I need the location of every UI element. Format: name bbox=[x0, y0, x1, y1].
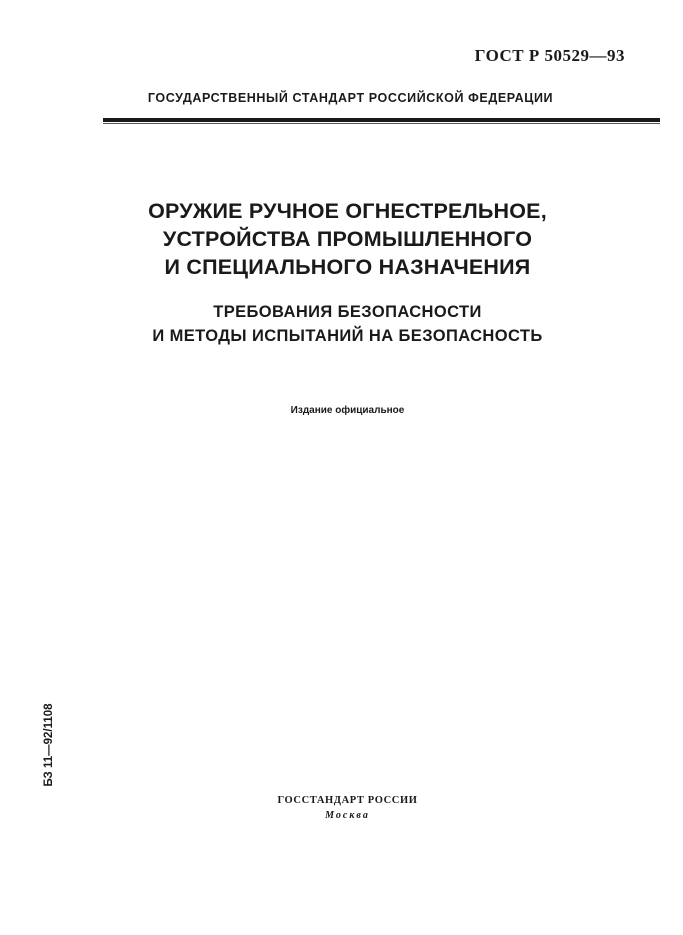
header-rule-thin bbox=[103, 123, 660, 124]
publisher-name: ГОССТАНДАРТ РОССИИ bbox=[277, 795, 418, 806]
edition-note: Издание официальное bbox=[290, 405, 405, 416]
title-line: ОРУЖИЕ РУЧНОЕ ОГНЕСТРЕЛЬНОЕ, bbox=[148, 199, 547, 223]
subtitle-line: И МЕТОДЫ ИСПЫТАНИЙ НА БЕЗОПАСНОСТЬ bbox=[152, 327, 543, 345]
document-title bbox=[0, 197, 683, 281]
subtitle-line: ТРЕБОВАНИЯ БЕЗОПАСНОСТИ bbox=[213, 303, 482, 321]
standard-designation: ГОСТ Р 50529—93 bbox=[474, 46, 625, 65]
title-line: УСТРОЙСТВА ПРОМЫШЛЕННОГО bbox=[162, 227, 533, 251]
publisher-city: Москва bbox=[325, 810, 370, 821]
side-code: БЗ 11—92/1108 bbox=[43, 703, 55, 787]
document-subtitle bbox=[0, 300, 683, 348]
state-standard-heading: ГОСУДАРСТВЕННЫЙ СТАНДАРТ РОССИЙСКОЙ ФЕДЕРАЦИИ bbox=[147, 91, 554, 105]
header-rule bbox=[103, 118, 660, 122]
title-line: И СПЕЦИАЛЬНОГО НАЗНАЧЕНИЯ bbox=[164, 255, 531, 279]
